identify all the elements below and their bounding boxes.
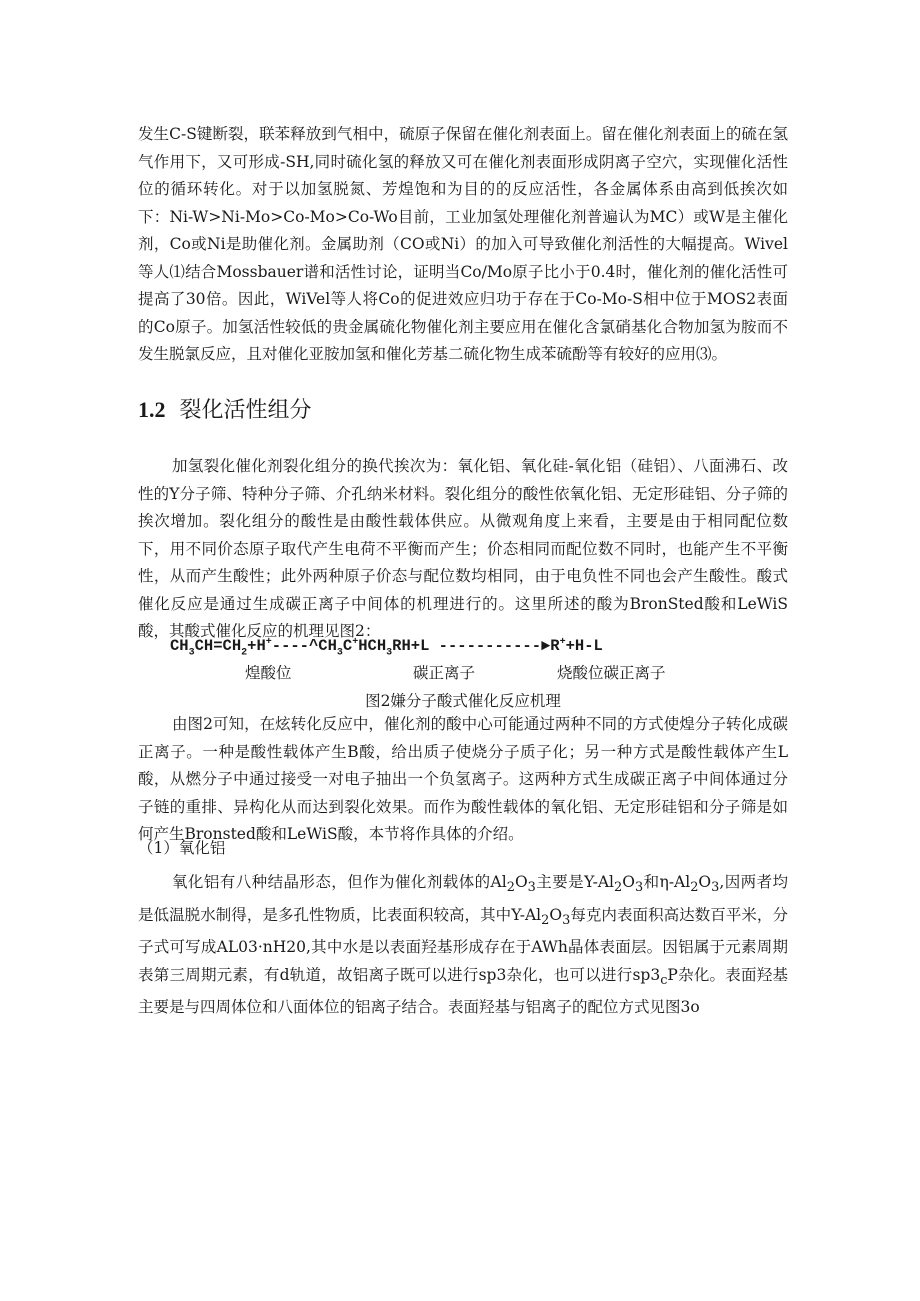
formula-text: CH <box>170 637 189 656</box>
subscript: 3 <box>711 880 720 896</box>
formula-label: 煌酸位 <box>245 664 292 682</box>
formula-label: 碳正离子 <box>413 664 476 682</box>
formula-text: RH+L -----------►R <box>392 637 560 656</box>
formula-subscript: 2 <box>241 647 248 659</box>
text-run: O <box>514 873 528 891</box>
formula-subscript: 3 <box>188 647 195 659</box>
figure-caption: 图2嫌分子酸式催化反应机理 <box>365 692 561 710</box>
formula-subscript: 3 <box>336 647 343 659</box>
formula-label: 烧酸位碳正离子 <box>557 664 666 682</box>
text-run: O <box>698 873 712 891</box>
body-paragraph <box>138 869 788 1022</box>
body-paragraph: 由图2可知，在炫转化反应中，催化剂的酸中心可能通过两种不同的方式使煌分子转化成碳正离子。一种是酸性载体产生B酸，给出质子使烧分子质子化；另一种方式是酸性载体产生L酸，从燃分子中通过接受一对电子抽出一个负氢离子。这两种方式生成碳正离子中间体通过分子链的重排、异构化从而达到裂化效果。而作为酸性载体的氧化铝、无定形硅铝和分子筛是如何产生Bronsted酸和LeWiS酸，本节将作具体的介绍。 <box>138 715 788 843</box>
text-run: 主要是Y-Al <box>535 873 615 891</box>
subsection-heading: （1）氧化铝 <box>138 839 226 857</box>
text-run: 每克内表面积高达数百平米，分子式可写成AL03·nH20,其中水是以表面羟基形成存在于AWh晶体表面层。因铝属于元素周期表第三周期元素，有d轨道，故铝离子既可以进行sp3杂化，也可以进行sp3 <box>138 905 788 984</box>
formula-superscript: + <box>352 637 359 648</box>
text-run: O <box>622 873 635 891</box>
formula-superscript: + <box>559 637 566 648</box>
formula-text: HCH <box>358 637 387 656</box>
text-run: ,因两者均是低温脱水制得，是多孔性物质，比表面积较高，其中Y-Al <box>138 873 788 924</box>
body-paragraph: 发生C-S键断裂，联苯释放到气相中，硫原子保留在催化剂表面上。留在催化剂表面上的硫在氢气作用下，又可形成-SH,同时硫化氢的释放又可在催化剂表面形成阴离子空穴，实现催化活性位的循环转化。对于以加氢脱氮、芳煌饱和为目的的反应活性，各金属体系由高到低挨次如下：Ni-W>Ni-Mo>Co-Mo>Co-Wo目前，工业加氢处理催化剂普遍认为MC）或W是主催化剂，Co或Ni是助催化剂。金属助剂（CO或Ni）的加入可导致催化剂活性的大幅提高。Wivel等人⑴结合Mossbauer谱和活性讨论，证明当Co/Mo原子比小于0.4时，催化剂的催化活性可提高了30倍。因此，WiVel等人将Co的促进效应归功于存在于Co-Mo-S相中位于MOS2表面的Co原子。加氢活性较低的贵金属硫化物催化剂主要应用在催化含氯硝基化合物加氢为胺而不发生脱氯反应，且对催化亚胺加氢和催化芳基二硫化物生成苯硫酚等有较好的应用⑶。 <box>138 125 788 363</box>
section-heading <box>138 392 312 429</box>
formula-text: +H-L <box>565 637 603 656</box>
reaction-formula <box>170 631 603 665</box>
formula-text: +H <box>247 637 266 656</box>
formula-text: C <box>342 637 353 656</box>
section-title: 裂化活性组分 <box>179 398 312 423</box>
formula-superscript: + <box>265 637 272 648</box>
subscript: c <box>660 972 668 988</box>
subscript: 2 <box>541 912 550 928</box>
text-run: O <box>549 905 563 924</box>
section-number: 1.2 <box>138 397 166 422</box>
text-run: 和η-Al <box>643 873 691 891</box>
text-run: 氧化铝有八种结晶形态，但作为催化剂载体的Al <box>172 873 507 891</box>
subscript: 3 <box>527 880 536 896</box>
subscript: 2 <box>690 880 699 896</box>
subscript: 2 <box>614 880 623 896</box>
formula-text: ----^CH <box>271 637 337 656</box>
subscript: 2 <box>506 880 515 896</box>
body-paragraph: 加氢裂化催化剂裂化组分的换代挨次为：氧化铝、氧化硅-氧化铝（硅铝）、八面沸石、改性的Y分子筛、特种分子筛、介孔纳米材料。裂化组分的酸性依氧化铝、无定形硅铝、分子筛的挨次增加。裂化组分的酸性是由酸性载体供应。从微观角度上来看，主要是由于相同配位数下，用不同价态原子取代产生电荷不平衡而产生；价态相同而配位数不同时，也能产生不平衡性，从而产生酸性；此外两种原子价态与配位数均相同，由于电负性不同也会产生酸性。酸式催化反应是通过生成碳正离子中间体的机理进行的。这里所述的酸为BronSted酸和LeWiS酸，其酸式催化反应的机理见图2： <box>138 457 788 640</box>
subscript: 3 <box>634 880 644 896</box>
subscript: 3 <box>562 912 571 928</box>
text-run: P杂化。表面羟基主要是与四周体位和八面体位的铝离子结合。表面羟基与铝离子的配位方式见图3o <box>138 965 788 1017</box>
formula-subscript: 3 <box>386 647 393 659</box>
formula-text: CH=CH <box>194 637 242 656</box>
